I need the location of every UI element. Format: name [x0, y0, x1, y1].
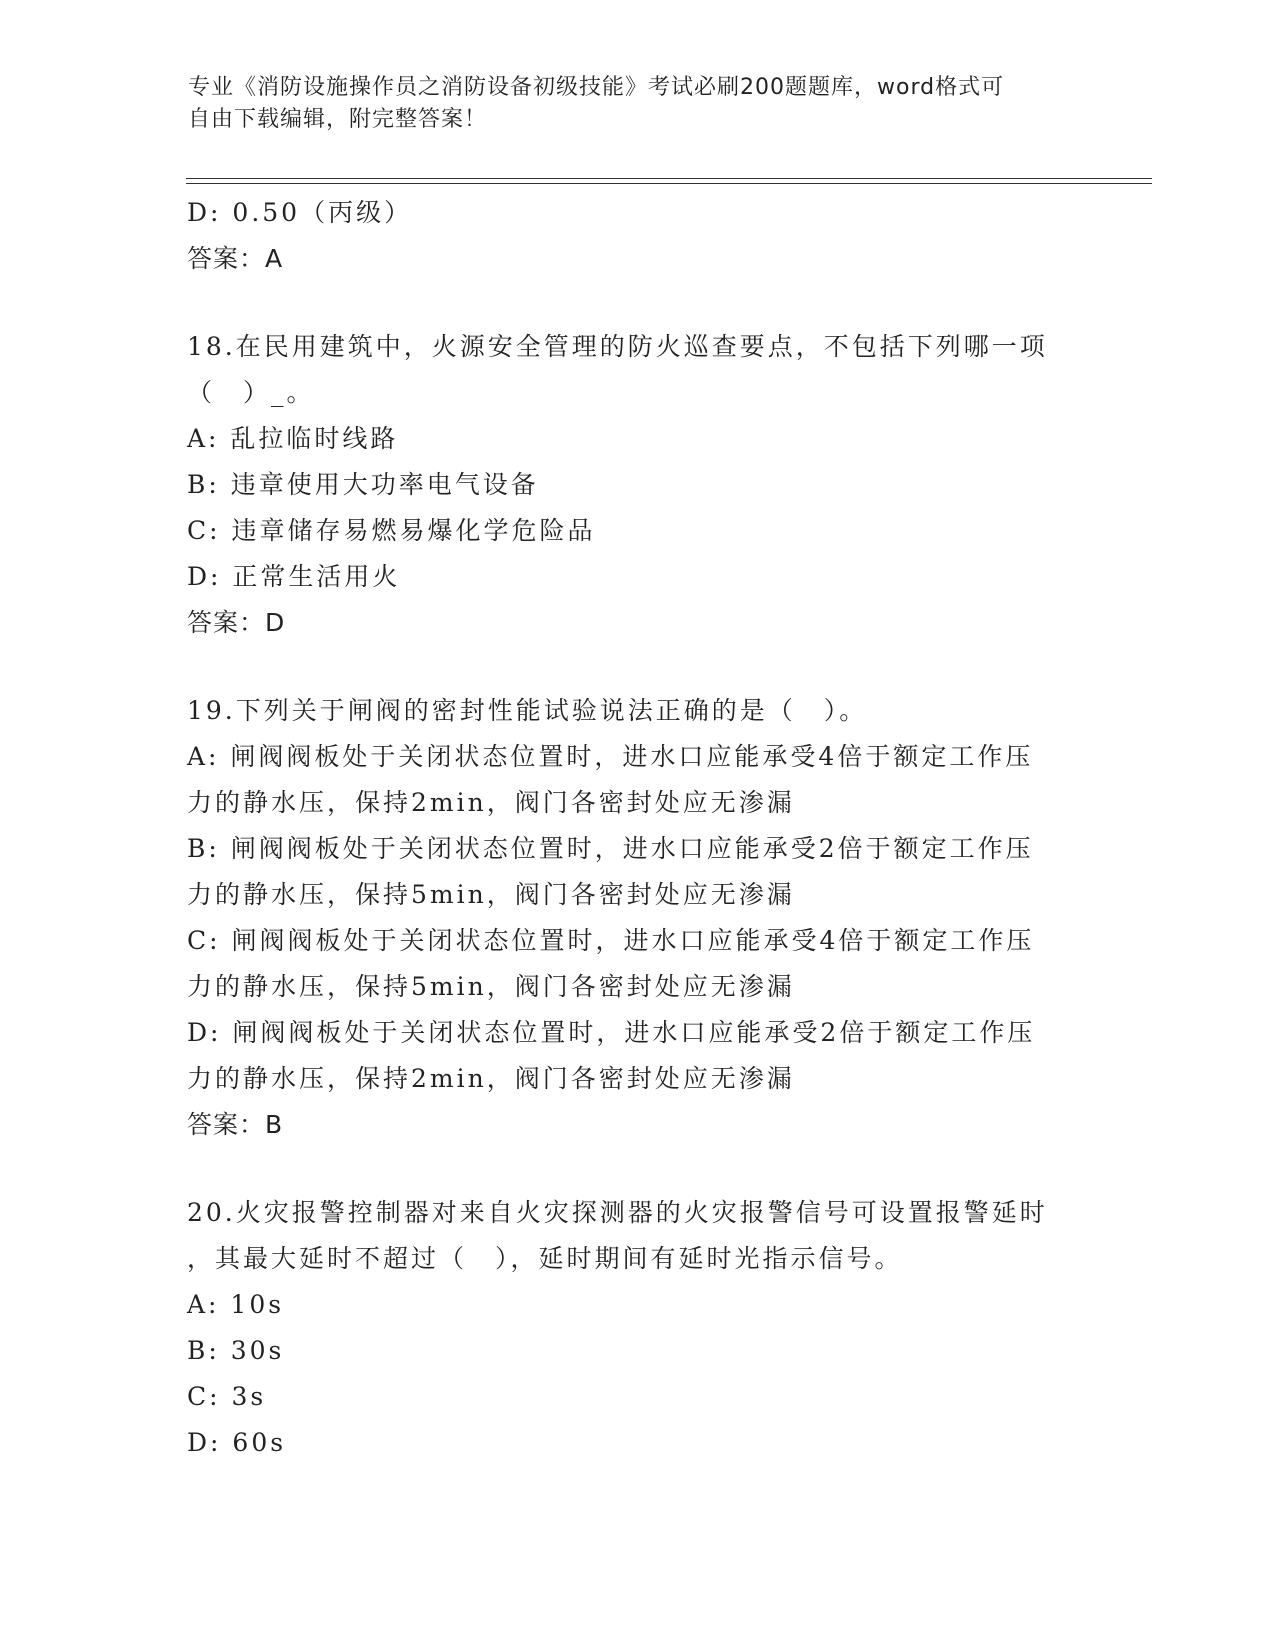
option-d: D: 0.50（丙级）: [187, 198, 413, 227]
option-d-continued: 力的静水压，保持2min，阀门各密封处应无渗漏: [187, 1064, 795, 1093]
question-19: [187, 688, 1087, 1148]
carryover-block: [187, 190, 1087, 282]
question-18: [187, 324, 1087, 646]
header-divider-top: [186, 178, 1152, 179]
option-b: B: 违章使用大功率电气设备: [187, 470, 539, 499]
option-a: A: 闸阀阀板处于关闭状态位置时，进水口应能承受4倍于额定工作压: [187, 742, 1034, 771]
header-title-line-2: 自由下载编辑，附完整答案！: [188, 107, 488, 132]
question-stem-continued: ，其最大延时不超过（ ），延时期间有延时光指示信号。: [187, 1244, 903, 1273]
option-b: B: 闸阀阀板处于关闭状态位置时，进水口应能承受2倍于额定工作压: [187, 834, 1034, 863]
option-a: A: 乱拉临时线路: [187, 424, 399, 453]
option-d: D: 闸阀阀板处于关闭状态位置时，进水口应能承受2倍于额定工作压: [187, 1018, 1036, 1047]
answer-line: 答案：A: [187, 244, 284, 273]
option-a: A: 10s: [187, 1290, 285, 1319]
question-stem: 20.火灾报警控制器对来自火灾探测器的火灾报警信号可设置报警延时: [187, 1198, 1048, 1227]
answer-line: 答案：D: [187, 608, 286, 637]
option-c: C: 违章储存易燃易爆化学危险品: [187, 516, 596, 545]
option-a-continued: 力的静水压，保持2min，阀门各密封处应无渗漏: [187, 788, 795, 817]
question-stem: 19.下列关于闸阀的密封性能试验说法正确的是（ ）。: [187, 696, 868, 725]
document-header: [188, 72, 1088, 136]
question-stem: 18.在民用建筑中，火源安全管理的防火巡查要点，不包括下列哪一项: [187, 332, 1048, 361]
header-title-line-1: 专业《消防设施操作员之消防设备初级技能》考试必刷200题题库，word格式可: [188, 75, 1005, 100]
answer-line: 答案：B: [187, 1110, 284, 1139]
question-stem-continued: （ ）_。: [187, 378, 315, 407]
option-c: C: 闸阀阀板处于关闭状态位置时，进水口应能承受4倍于额定工作压: [187, 926, 1035, 955]
option-c: C: 3s: [187, 1382, 267, 1411]
question-20: [187, 1190, 1087, 1466]
header-divider-bottom: [186, 183, 1152, 184]
option-d: D: 60s: [187, 1428, 287, 1457]
option-c-continued: 力的静水压，保持5min，阀门各密封处应无渗漏: [187, 972, 795, 1001]
option-d: D: 正常生活用火: [187, 562, 401, 591]
spacer: [187, 646, 1087, 688]
spacer: [187, 1148, 1087, 1190]
option-b-continued: 力的静水压，保持5min，阀门各密封处应无渗漏: [187, 880, 795, 909]
question-content: [187, 190, 1087, 1466]
option-b: B: 30s: [187, 1336, 285, 1365]
spacer: [187, 282, 1087, 324]
